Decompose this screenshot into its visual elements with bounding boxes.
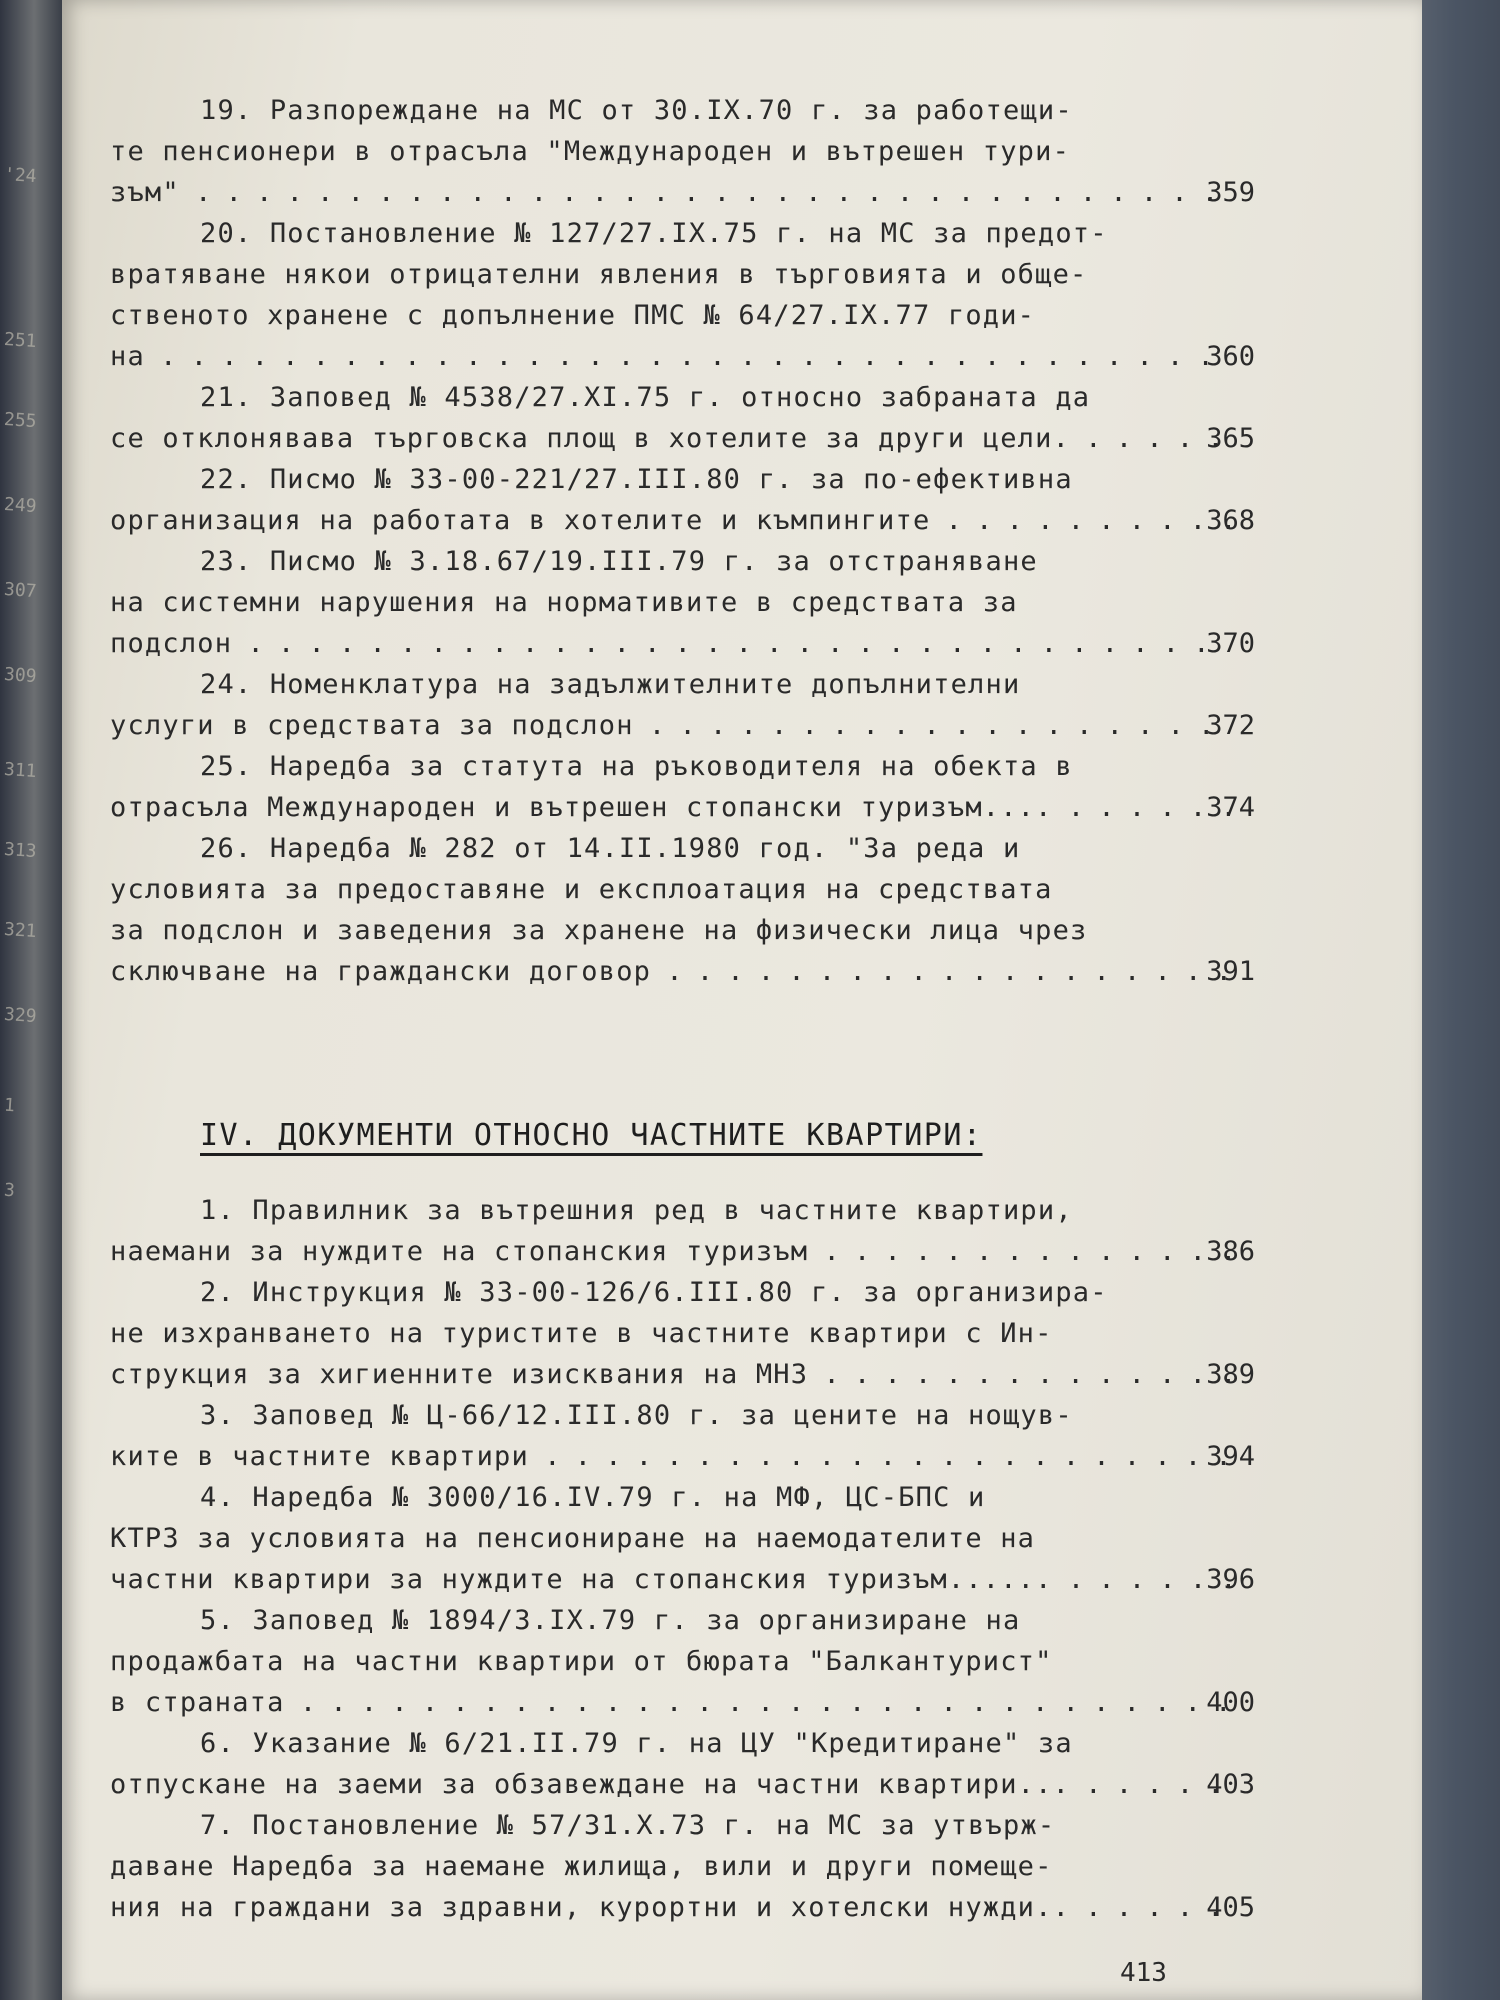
toc-entry-line: 6. Указание № 6/21.II.79 г. на ЦУ "Кредитиране" за bbox=[200, 1728, 1073, 1759]
table-surface bbox=[1422, 0, 1500, 2000]
toc-page-number: 372 bbox=[1206, 710, 1255, 741]
margin-number: 313 bbox=[3, 838, 38, 863]
toc-entry-line: не изхранването на туристите в частните квартири с Ин- bbox=[110, 1318, 1053, 1349]
toc-entry-line: даване Наредба за наемане жилища, вили и други помеще- bbox=[110, 1851, 1053, 1882]
toc-entry-line: 23. Писмо № 3.18.67/19.III.79 г. за отстраняване bbox=[200, 546, 1038, 577]
toc-entry-line: 4. Наредба № 3000/16.IV.79 г. на МФ, ЦС-БПС и bbox=[200, 1482, 986, 1513]
toc-page-number: 403 bbox=[1206, 1769, 1255, 1800]
toc-entry-line: продажбата на частни квартири от бюрата "Балкантурист" bbox=[110, 1646, 1053, 1677]
page-number: 413 bbox=[1120, 1958, 1167, 1988]
toc-entry-line: 26. Наредба № 282 от 14.II.1980 год. "За реда и bbox=[200, 833, 1021, 864]
margin-number: 321 bbox=[3, 918, 38, 943]
toc-page-number: 360 bbox=[1206, 341, 1255, 372]
margin-number: 329 bbox=[3, 1003, 38, 1028]
toc-entry-line: 22. Писмо № 33-00-221/27.III.80 г. за по-ефективна bbox=[200, 464, 1073, 495]
toc-entry-line: сключване на граждански договор . . . bbox=[110, 956, 1230, 987]
toc-entry-line: 20. Постановление № 127/27.IX.75 г. на МС за предот- bbox=[200, 218, 1108, 249]
margin-number: 249 bbox=[3, 493, 38, 518]
toc-page-number: 389 bbox=[1206, 1359, 1255, 1390]
toc-entry-line: на . . . bbox=[110, 341, 1230, 372]
toc-entry-line: в страната . . . bbox=[110, 1687, 1230, 1718]
toc-entry-line: 3. Заповед № Ц-66/12.III.80 г. за цените на нощув- bbox=[200, 1400, 1073, 1431]
margin-number: 311 bbox=[3, 758, 38, 783]
margin-number: '24 bbox=[3, 163, 38, 188]
toc-entry-line: 7. Постановление № 57/31.X.73 г. на МС за утвърж- bbox=[200, 1810, 1056, 1841]
toc-entry-line: условията за предоставяне и експлоатация на средствата bbox=[110, 874, 1053, 905]
toc-page-number: 365 bbox=[1206, 423, 1255, 454]
left-page-edge bbox=[0, 0, 62, 2000]
toc-entry-line: наемани за нуждите на стопанския туризъм . . . bbox=[110, 1236, 1230, 1267]
toc-entry-line: те пенсионери в отрасъла "Международен и вътрешен тури- bbox=[110, 136, 1071, 167]
toc-page-number: 394 bbox=[1206, 1441, 1255, 1472]
margin-number: 1 bbox=[3, 1094, 16, 1117]
toc-entry-line: 5. Заповед № 1894/3.IX.79 г. за организиране на bbox=[200, 1605, 1021, 1636]
section-heading: IV. ДОКУМЕНТИ ОТНОСНО ЧАСТНИТЕ КВАРТИРИ: bbox=[200, 1118, 983, 1153]
toc-entry-line: услуги в средствата за подслон . . . bbox=[110, 710, 1230, 741]
margin-number: 307 bbox=[3, 578, 38, 603]
toc-page-number: 391 bbox=[1206, 956, 1255, 987]
toc-page-number: 370 bbox=[1206, 628, 1255, 659]
toc-page-number: 359 bbox=[1206, 177, 1255, 208]
toc-entry-line: вратяване някои отрицателни явления в търговията и обще- bbox=[110, 259, 1088, 290]
toc-entry-line: ния на граждани за здравни, курортни и хотелски нужди.. . . . bbox=[110, 1892, 1230, 1923]
toc-entry-line: КТРЗ за условията на пенсиониране на наемодателите на bbox=[110, 1523, 1036, 1554]
toc-page-number: 400 bbox=[1206, 1687, 1255, 1718]
toc-entry-line: струкция за хигиенните изисквания на МНЗ . . . bbox=[110, 1359, 1230, 1390]
toc-entry-line: зъм" . . . bbox=[110, 177, 1230, 208]
toc-entry-line: ственото хранене с допълнение ПМС № 64/27.IX.77 годи- bbox=[110, 300, 1036, 331]
margin-number: 251 bbox=[3, 328, 38, 353]
toc-entry-line: частни квартири за нуждите на стопанския туризъм...... . . . bbox=[110, 1564, 1230, 1595]
toc-entry-line: отрасъла Международен и вътрешен стопански туризъм.... . . . bbox=[110, 792, 1230, 823]
toc-entry-line: се отклонявава търговска площ в хотелите за други цели. . . . bbox=[110, 423, 1230, 454]
toc-entry-line: отпускане на заеми за обзавеждане на частни квартири... . . . bbox=[110, 1769, 1230, 1800]
toc-entry-line: 19. Разпореждане на МС от 30.IX.70 г. за работещи- bbox=[200, 95, 1073, 126]
margin-number: 3 bbox=[3, 1179, 16, 1202]
toc-page-number: 396 bbox=[1206, 1564, 1255, 1595]
margin-number: 309 bbox=[3, 663, 38, 688]
toc-entry-line: на системни нарушения на нормативите в средствата за bbox=[110, 587, 1018, 618]
toc-page-number: 386 bbox=[1206, 1236, 1255, 1267]
toc-entry-line: подслон . . . bbox=[110, 628, 1230, 659]
toc-entry-line: 24. Номенклатура на задължителните допълнителни bbox=[200, 669, 1021, 700]
toc-entry-line: 2. Инструкция № 33-00-126/6.III.80 г. за организира- bbox=[200, 1277, 1108, 1308]
toc-entry-line: 1. Правилник за вътрешния ред в частните квартири, bbox=[200, 1195, 1073, 1226]
toc-entry-line: 21. Заповед № 4538/27.XI.75 г. относно забраната да bbox=[200, 382, 1091, 413]
margin-number: 255 bbox=[3, 408, 38, 433]
toc-page-number: 368 bbox=[1206, 505, 1255, 536]
toc-entry-line: организация на работата в хотелите и къмпингите . . . bbox=[110, 505, 1230, 536]
toc-page-number: 405 bbox=[1206, 1892, 1255, 1923]
toc-entry-line: 25. Наредба за статута на ръководителя на обекта в bbox=[200, 751, 1073, 782]
toc-entry-line: ките в частните квартири . . . bbox=[110, 1441, 1230, 1472]
toc-entry-line: за подслон и заведения за хранене на физически лица чрез bbox=[110, 915, 1088, 946]
toc-page-number: 374 bbox=[1206, 792, 1255, 823]
